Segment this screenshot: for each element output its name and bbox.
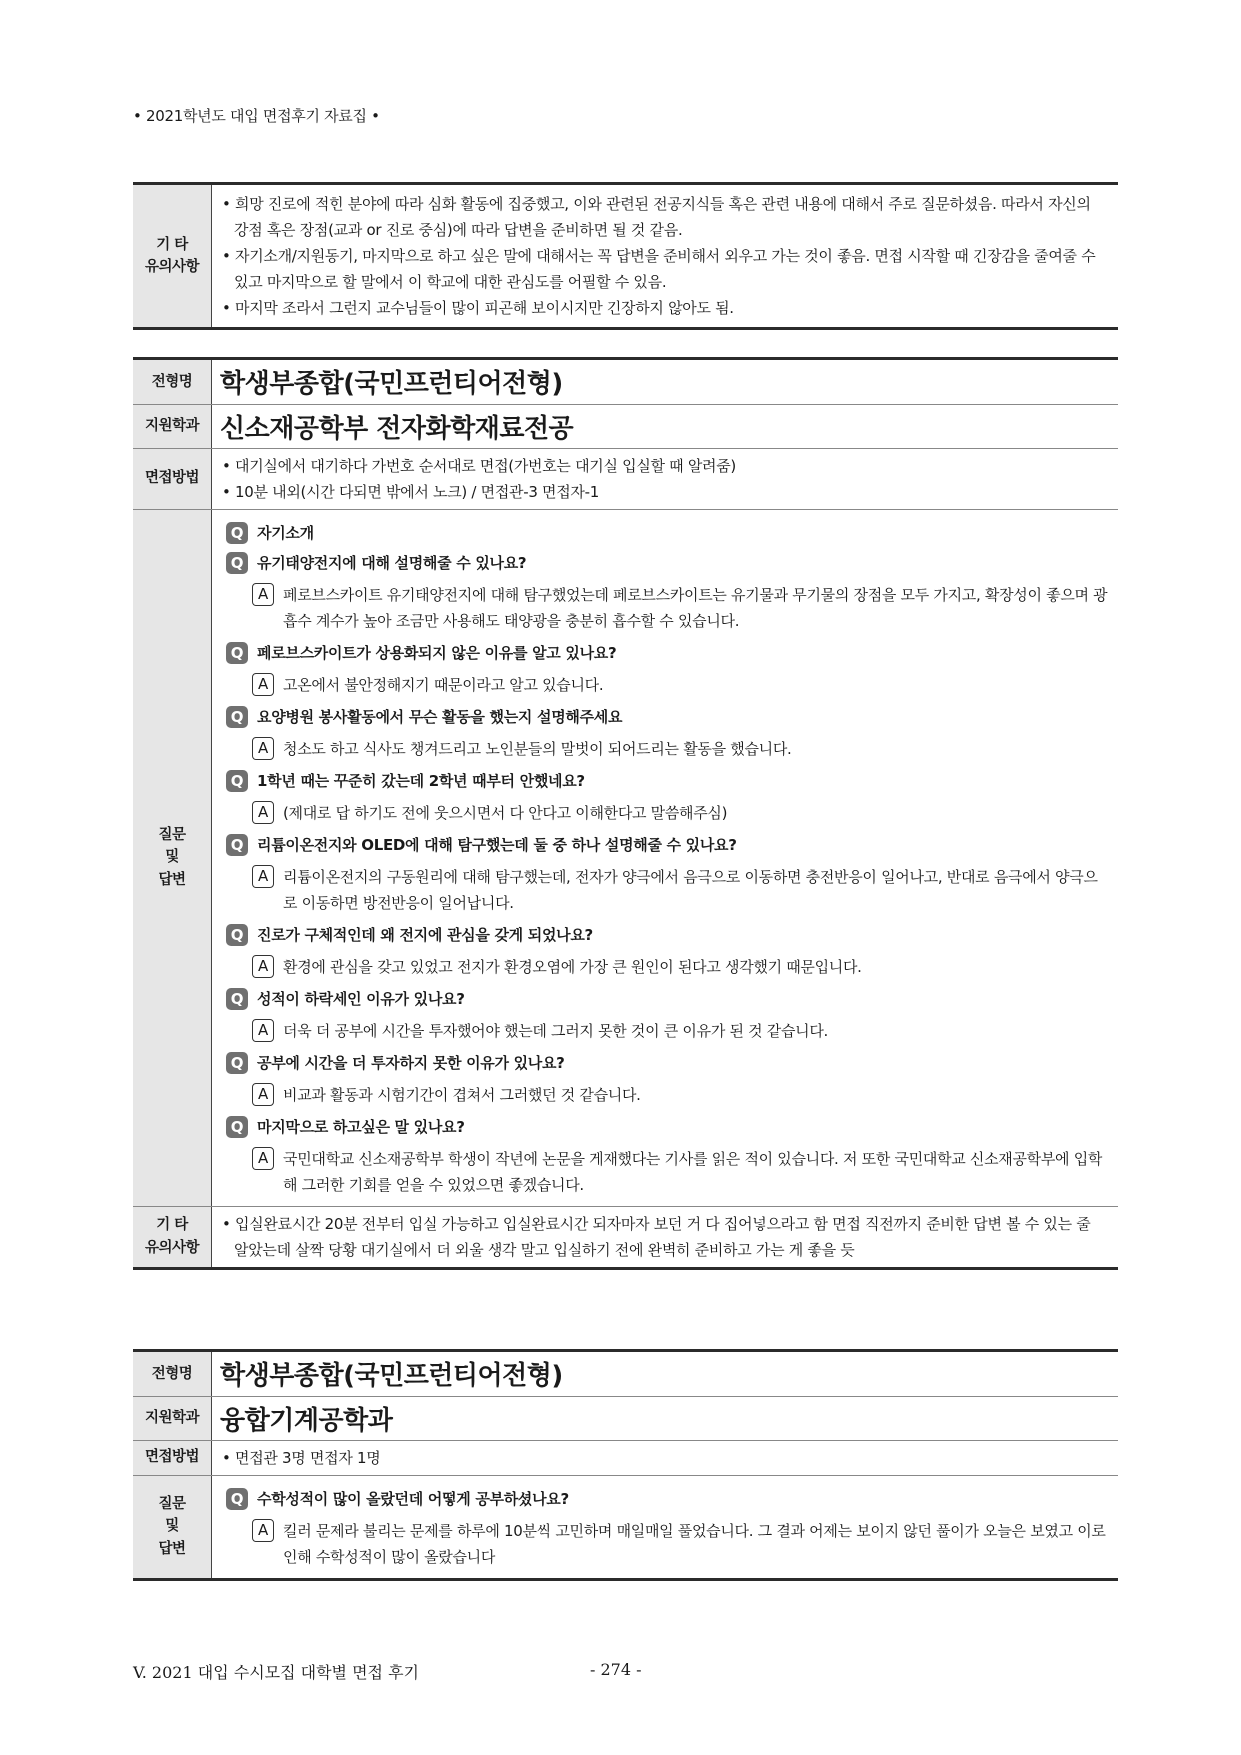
method-content [212,1440,1119,1475]
answer-item [252,954,1108,980]
qa-label-line1: 질문 [158,1495,186,1512]
etc-content [212,185,1119,327]
dept-label: 지원학과 [133,1396,212,1440]
answer-text: 페로브스카이트 유기태양전지에 대해 탐구했었는데 페로브스카이트는 유기물과 무기물의 장점을 모두 가지고, 확장성이 좋으며 광흡수 계수가 높아 조금만 사용해도 태양광을 충분히 흡수할 수 있습니다. [283,585,1108,630]
previous-notes-block [133,182,1118,330]
question-item [226,834,1108,856]
etc-line: • 입실완료시간 20분 전부터 입실 가능하고 입실완료시간 되자마자 보던 거 다 집어넣으라고 함 면접 직전까지 준비한 답변 볼 수 있는 줄 알았는데 살짝 당황 대기실에서 더 외울 생각 말고 입실하기 전에 완벽히 준비하고 가는 게 좋을 듯 [222,1214,1091,1259]
type-label: 전형명 [133,360,212,404]
question-badge: Q [226,1116,248,1138]
etc-line: • 마지막 조라서 그런지 교수님들이 많이 피곤해 보이시지만 긴장하지 않아도 됨. [222,299,734,317]
question-badge: Q [226,988,248,1010]
interview-block-2 [133,1349,1118,1581]
answer-text: 리튬이온전지의 구동원리에 대해 탐구했는데, 전자가 양극에서 음극으로 이동하면 충전반응이 일어나고, 반대로 음극에서 양극으로 이동하면 방전반응이 일어납니다. [283,867,1098,912]
qa-label-line3: 답변 [158,871,186,888]
question-badge: Q [226,642,248,664]
question-text: 1학년 때는 꾸준히 갔는데 2학년 때부터 안했네요? [257,772,585,790]
answer-item [252,736,1108,762]
method-line: • 면접관 3명 면접자 1명 [222,1448,381,1467]
question-text: 공부에 시간을 더 투자하지 못한 이유가 있나요? [257,1054,565,1072]
page-number: - 274 - [590,1660,642,1679]
question-text: 성적이 하락세인 이유가 있나요? [257,990,465,1008]
answer-badge: A [252,865,274,888]
method-line: • 대기실에서 대기하다 가번호 순서대로 면접(가번호는 대기실 입실할 때 알려줌) [222,456,736,475]
qa-content [212,1475,1119,1578]
question-item [226,770,1108,792]
question-badge: Q [226,834,248,856]
question-item [226,1116,1108,1138]
running-header: • 2021학년도 대입 면접후기 자료집 • [133,107,380,125]
answer-badge: A [252,673,274,696]
qa-label [133,509,212,1206]
type-label: 전형명 [133,1352,212,1396]
dept-label: 지원학과 [133,404,212,448]
answer-text: 더욱 더 공부에 시간을 투자했어야 했는데 그러지 못한 것이 큰 이유가 된 것 같습니다. [283,1021,829,1040]
question-text: 마지막으로 하고싶은 말 있나요? [257,1118,465,1136]
dept-value: 융합기계공학과 [212,1396,1119,1440]
method-content [212,448,1119,509]
question-item [226,924,1108,946]
question-item [226,988,1108,1010]
question-text: 진로가 구체적인데 왜 전지에 관심을 갖게 되었나요? [257,926,593,944]
answer-item [252,672,1108,698]
answer-badge: A [252,583,274,606]
question-badge: Q [226,770,248,792]
question-badge: Q [226,522,248,544]
answer-item [252,582,1108,634]
answer-badge: A [252,737,274,760]
etc-label [133,185,212,327]
question-badge: Q [226,1052,248,1074]
method-line: • 10분 내외(시간 다되면 밖에서 노크) / 면접관-3 면접자-1 [222,482,599,501]
question-item [226,552,1108,574]
answer-text: 국민대학교 신소재공학부 학생이 작년에 논문을 게재했다는 기사를 읽은 적이 있습니다. 저 또한 국민대학교 신소재공학부에 입학해 그러한 기회를 얻을 수 있었으면 좋겠습니다. [283,1149,1103,1194]
qa-content [212,509,1119,1206]
question-item [226,642,1108,664]
answer-item [252,864,1108,916]
question-text: 수학성적이 많이 올랐던데 어떻게 공부하셨나요? [257,1490,569,1508]
question-text: 요양병원 봉사활동에서 무슨 활동을 했는지 설명해주세요 [257,708,623,726]
method-label: 면접방법 [133,448,212,509]
answer-text: 킬러 문제라 불리는 문제를 하루에 10분씩 고민하며 매일매일 풀었습니다. 그 결과 어제는 보이지 않던 풀이가 오늘은 보였고 이로 인해 수학성적이 많이 올랐습니다 [283,1521,1106,1566]
question-badge: Q [226,1488,248,1510]
answer-badge: A [252,801,274,824]
answer-badge: A [252,955,274,978]
question-item [226,522,1108,544]
question-item [226,1052,1108,1074]
etc-content [212,1206,1119,1267]
answer-item [252,800,1108,826]
question-badge: Q [226,552,248,574]
answer-text: 고온에서 불안정해지기 때문이라고 알고 있습니다. [283,675,604,694]
etc-line: • 희망 진로에 적힌 분야에 따라 심화 활동에 집중했고, 이와 관련된 전공지식들 혹은 관련 내용에 대해서 주로 질문하셨음. 따라서 자신의 강점 혹은 장점(교과 or 진로 중심)에 따라 답변을 준비하면 될 것 같음. [222,195,1091,239]
answer-badge: A [252,1147,274,1170]
qa-label-line2: 및 [165,1518,179,1535]
question-item [226,1488,1108,1510]
question-text: 자기소개 [257,524,314,542]
question-item [226,706,1108,728]
etc-label [133,1206,212,1267]
type-value: 학생부종합(국민프런티어전형) [212,1352,1119,1396]
question-badge: Q [226,924,248,946]
answer-item [252,1146,1108,1198]
qa-label-line1: 질문 [158,826,186,843]
answer-text: 비교과 활동과 시험기간이 겹쳐서 그러했던 것 같습니다. [283,1085,641,1104]
answer-badge: A [252,1519,274,1542]
question-text: 리튬이온전지와 OLED에 대해 탐구했는데 둘 중 하나 설명해줄 수 있나요? [257,836,737,854]
answer-text: 청소도 하고 식사도 챙겨드리고 노인분들의 말벗이 되어드리는 활동을 했습니다. [283,739,792,758]
answer-item [252,1018,1108,1044]
question-text: 페로브스카이트가 상용화되지 않은 이유를 알고 있나요? [257,644,617,662]
answer-badge: A [252,1083,274,1106]
etc-label-line1: 기 타 [156,1217,188,1234]
etc-label-line2: 유의사항 [144,259,200,275]
question-text: 유기태양전지에 대해 설명해줄 수 있나요? [257,554,527,572]
question-badge: Q [226,706,248,728]
answer-text: 환경에 관심을 갖고 있었고 전지가 환경오염에 가장 큰 원인이 된다고 생각했기 때문입니다. [283,957,862,976]
answer-text: (제대로 답 하기도 전에 웃으시면서 다 안다고 이해한다고 말씀해주심) [283,803,728,822]
etc-label-line1: 기 타 [156,236,188,253]
answer-item [252,1082,1108,1108]
interview-block-1 [133,357,1118,1270]
etc-line: • 자기소개/지원동기, 마지막으로 하고 싶은 말에 대해서는 꼭 답변을 준비해서 외우고 가는 것이 좋음. 면접 시작할 때 긴장감을 줄여줄 수 있고 마지막으로 할 말에서 이 학교에 대한 관심도를 어필할 수 있음. [222,247,1096,291]
qa-label-line2: 및 [165,849,179,866]
type-value: 학생부종합(국민프런티어전형) [212,360,1119,404]
etc-label-line2: 유의사항 [144,1239,200,1256]
dept-value: 신소재공학부 전자화학재료전공 [212,404,1119,448]
method-label: 면접방법 [133,1440,212,1475]
qa-label-line3: 답변 [158,1540,186,1557]
footer-section-title: V. 2021 대입 수시모집 대학별 면접 후기 [133,1663,420,1682]
answer-badge: A [252,1019,274,1042]
qa-label [133,1475,212,1578]
answer-item [252,1518,1108,1570]
